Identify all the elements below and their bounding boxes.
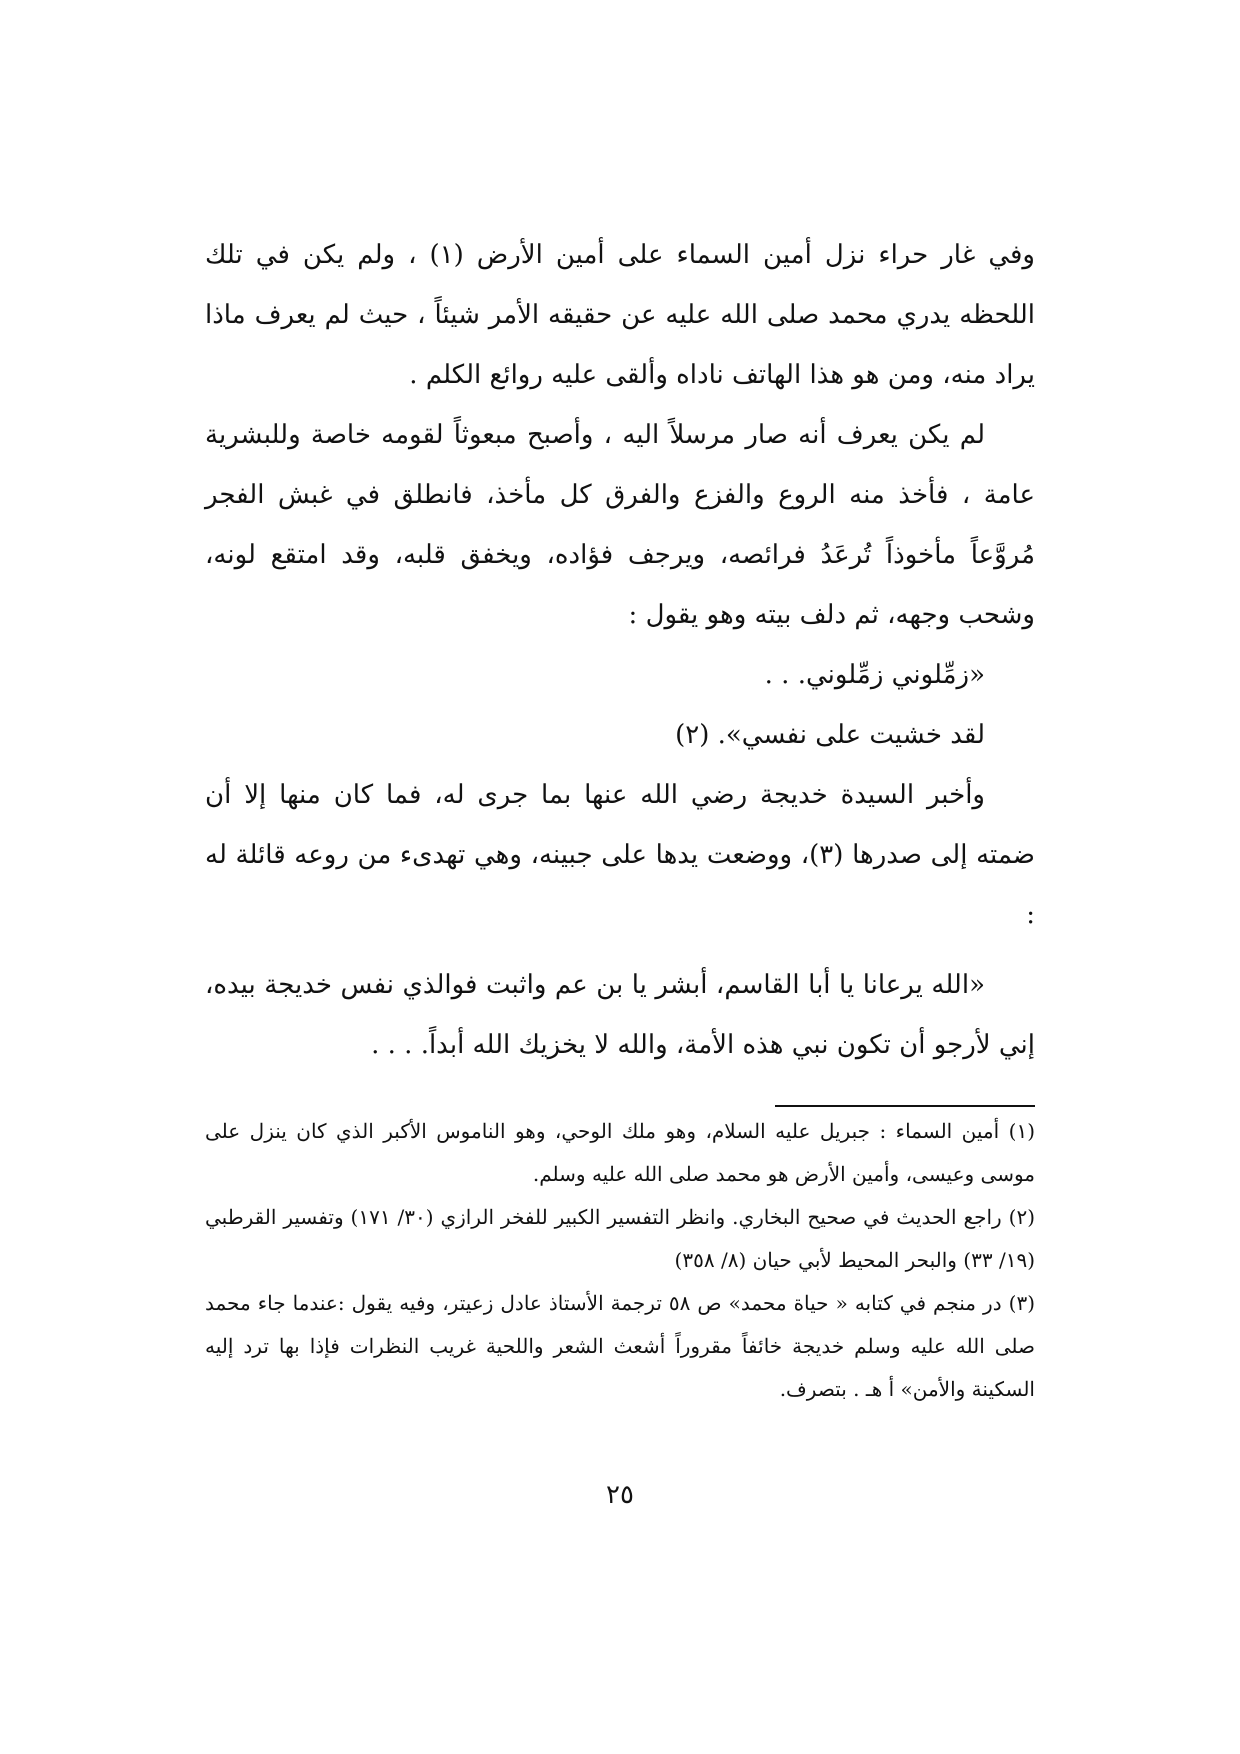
paragraph-3: وأخبر السيدة خديجة رضي الله عنها بما جرى له، فما كان منها إلا أن ضمته إلى صدرها (٣)، ووضعت يدها على جبينه، وهي تهدىء من روعه قائلة له : <box>205 780 1036 930</box>
footnotes <box>205 1110 1035 1411</box>
quote-line-2: لقد خشيت على نفسي». (٢) <box>675 720 985 750</box>
main-text <box>205 225 1035 1075</box>
page-number: ٢٥ <box>606 1480 634 1510</box>
paragraph-1: وفي غار حراء نزل أمين السماء على أمين الأرض (١) ، ولم يكن في تلك اللحظه يدري محمد صلى الله عليه عن حقيقه الأمر شيئاً ، حيث لم يعرف ماذا يراد منه، ومن هو هذا الهاتف ناداه وألقى عليه روائع الكلم . <box>205 240 1035 390</box>
footnote-2: (٢) راجع الحديث في صحيح البخاري. وانظر التفسير الكبير للفخر الرازي (٣٠/ ١٧١) وتفسير القرطبي (١٩/ ٣٣) والبحر المحيط لأبي حيان (٨/ ٣٥٨) <box>205 1205 1035 1272</box>
quote-line-1: «زمِّلوني زمِّلوني. . . <box>764 660 985 690</box>
paragraph-2: لم يكن يعرف أنه صار مرسلاً اليه ، وأصبح مبعوثاً لقومه خاصة وللبشرية عامة ، فأخذ منه الروع والفزع والفرق كل مأخذ، فانطلق في غبش الفجر مُروَّعاً مأخوذاً تُرعَدُ فرائصه، ويرجف فؤاده، ويخفق قلبه، وقد امتقع لونه، وشحب وجهه، ثم دلف بيته وهو يقول : <box>205 420 1035 630</box>
paragraph-4: «الله يرعانا يا أبا القاسم، أبشر يا بن عم واثبت فوالذي نفس خديجة بيده، إني لأرجو أن تكون نبي هذه الأمة، والله لا يخزيك الله أبداً. . . . <box>205 970 1035 1060</box>
footnote-divider <box>775 1105 1035 1107</box>
footnote-3: (٣) در منجم في كتابه « حياة محمد» ص ٥٨ ترجمة الأستاذ عادل زعيتر، وفيه يقول :عندما جاء محمد صلى الله عليه وسلم خديجة خائفاً مقروراً أشعث الشعر واللحية غريب النظرات فإذا بها ترد إليه السكينة والأمن» أ هـ . بتصرف. <box>205 1291 1035 1401</box>
footnote-1: (١) أمين السماء : جبريل عليه السلام، وهو ملك الوحي، وهو الناموس الأكبر الذي كان ينزل على موسى وعيسى، وأمين الأرض هو محمد صلى الله عليه وسلم. <box>205 1119 1035 1186</box>
